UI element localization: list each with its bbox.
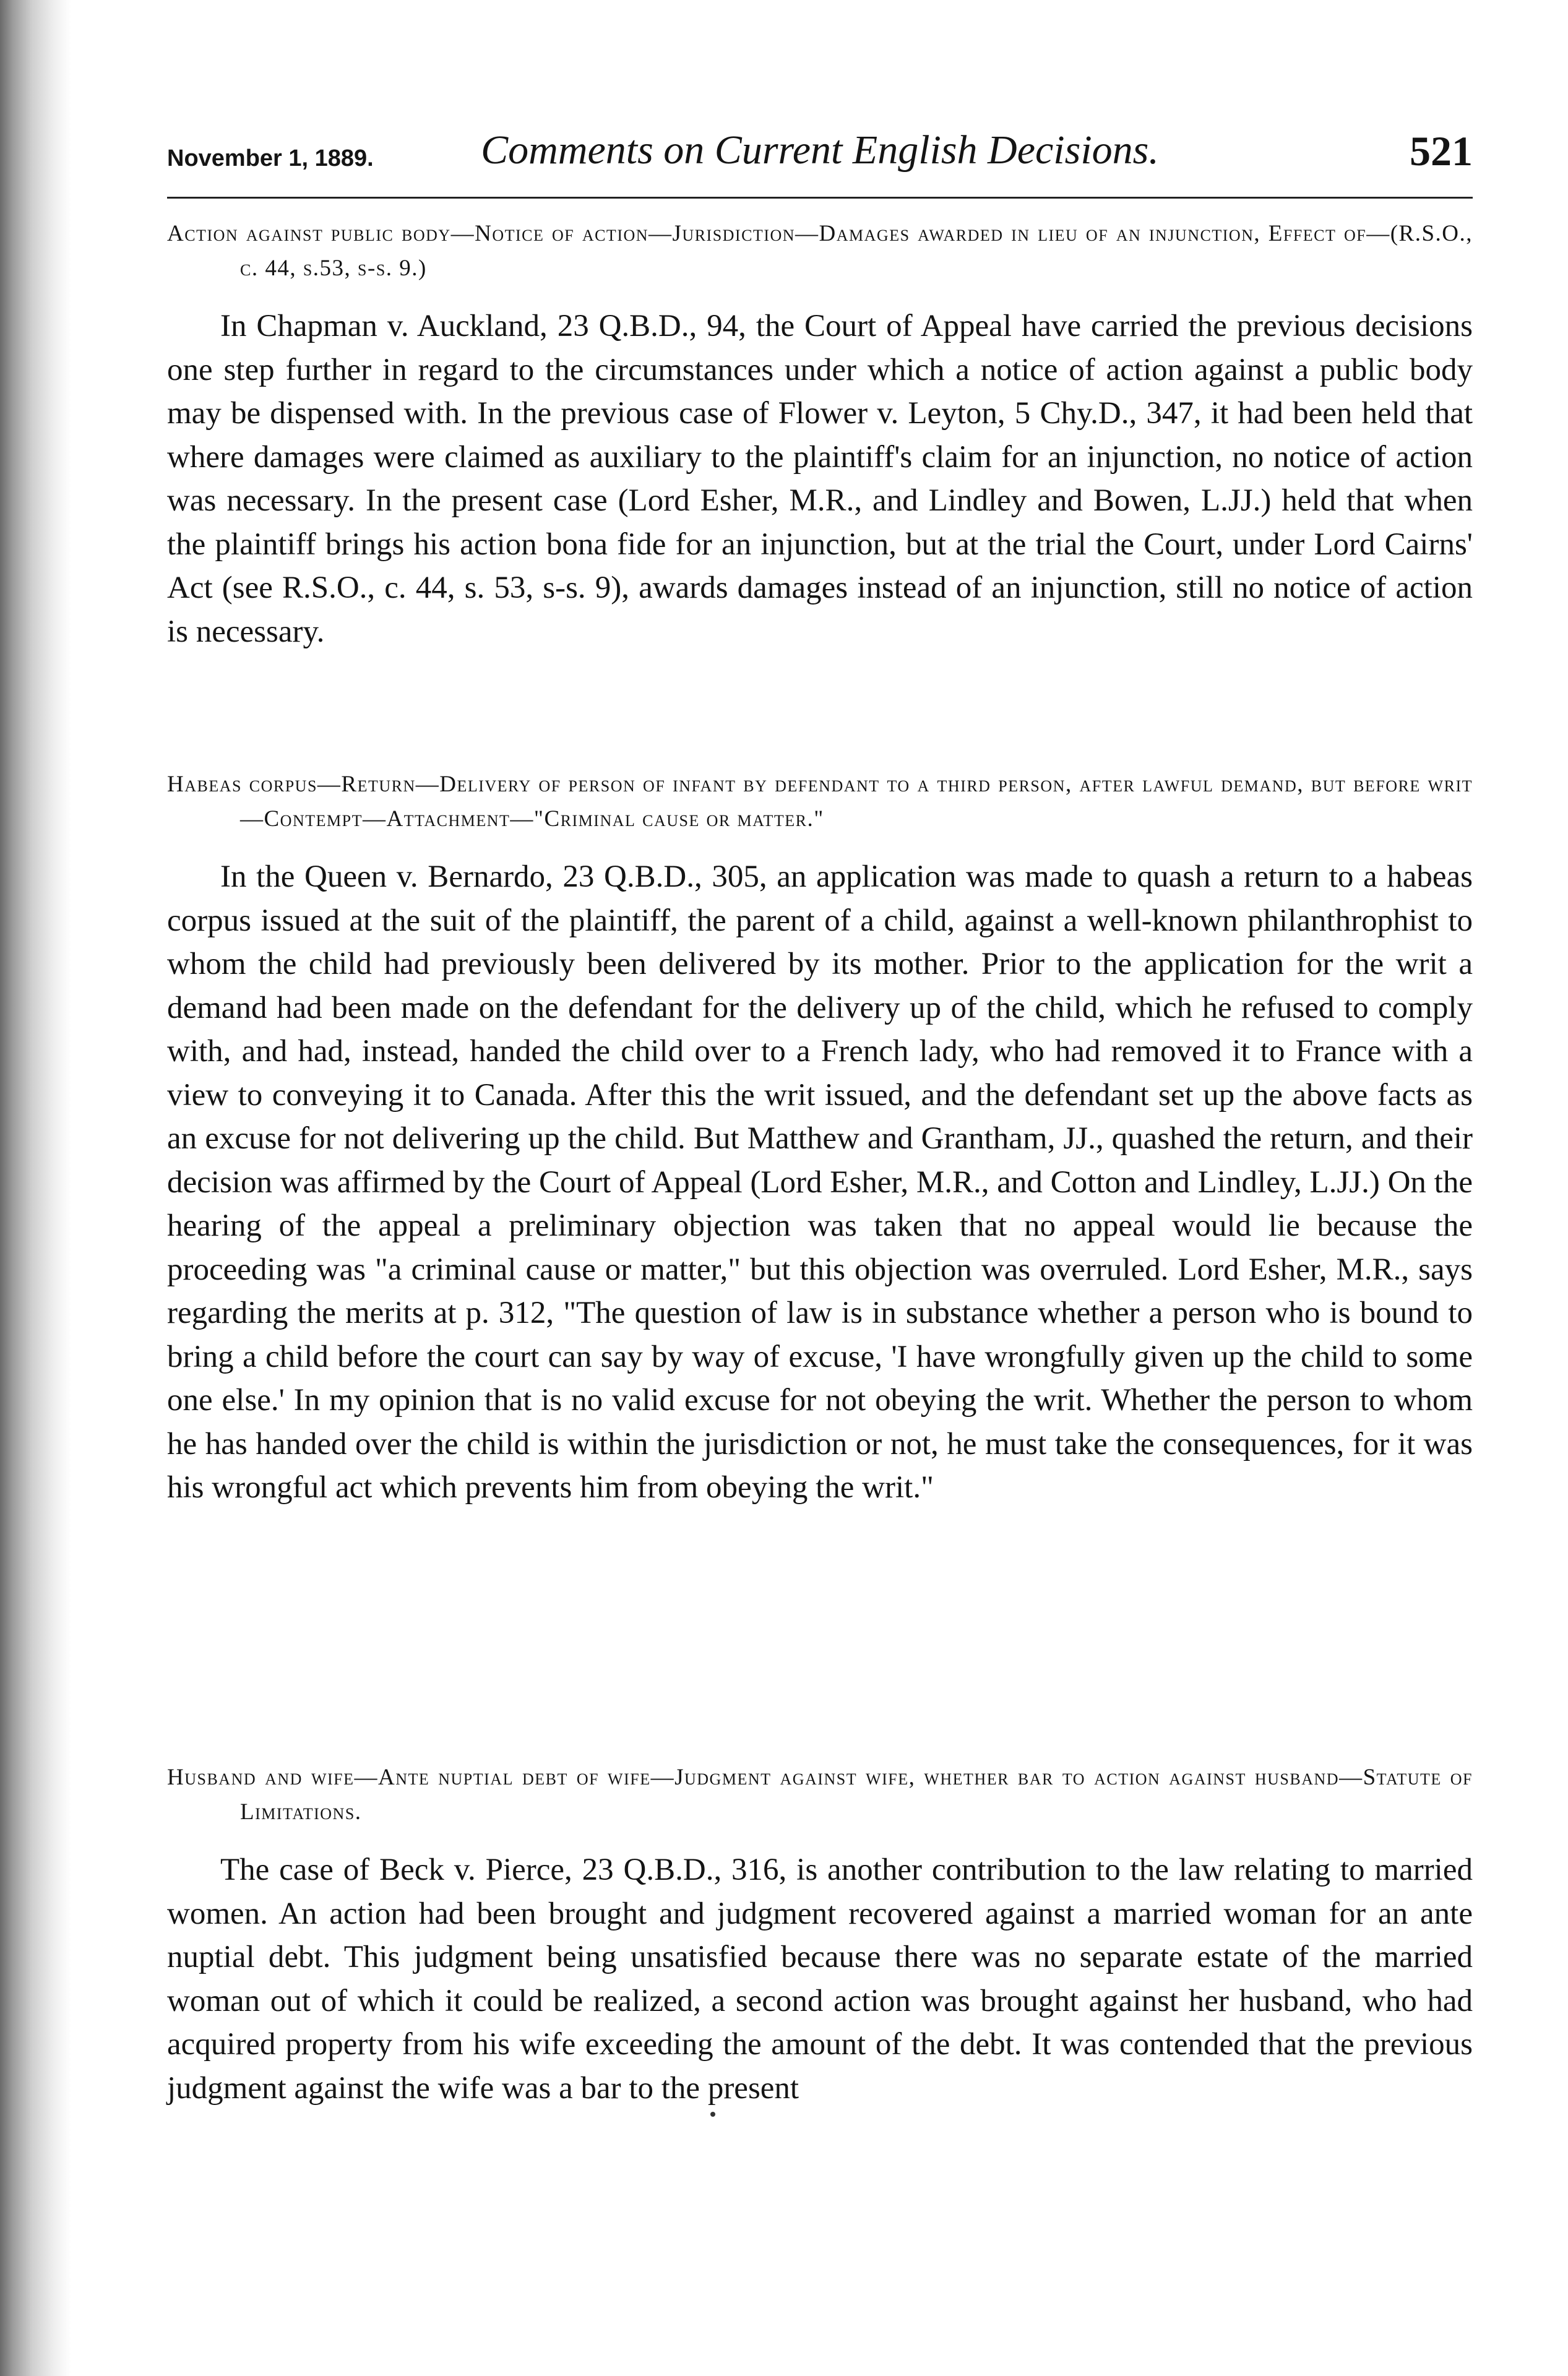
section-public-body — [167, 217, 1473, 653]
section-headnote: Action against public body—Notice of action—Jurisdiction—Damages awarded in lieu of an injunction, Effect of—(R.S.O., c. 44, s.53, s-s. 9.) — [167, 221, 1473, 281]
page-number: 521 — [1410, 127, 1473, 174]
book-binding-shadow — [0, 0, 71, 2376]
section-body: In the Queen v. Bernardo, 23 Q.B.D., 305, an application was made to quash a return to a habeas corpus issued at the suit of the plaintiff, the parent of a child, against a well-known philanthrophist to whom the child had previously been delivered by its mother. Prior to the application for the writ a demand had been made on the defendant for the delivery up of the child, which he refused to comply with, and had, instead, handed the child over to a French lady, who had removed it to France with a view to conveying it to Canada. After this the writ issued, and the defendant set up the above facts as an excuse for not delivering up the child. But Matthew and Grantham, JJ., quashed the return, and their decision was affirmed by the Court of Appeal (Lord Esher, M.R., and Cotton and Lindley, L.JJ.) On the hearing of the appeal a preliminary objection was taken that no appeal would lie because the proceeding was "a criminal cause or matter," but this objection was overruled. Lord Esher, M.R., says regarding the merits at p. 312, "The question of law is in substance whether a person who is bound to bring a child before the court can say by way of excuse, 'I have wrongfully given up the child to some one else.' In my opinion that is no valid excuse for not obeying the writ. Whether the person to whom he has handed over the child is within the jurisdiction or not, he must take the consequences, for it was his wrongful act which prevents him from obeying the writ." — [167, 859, 1473, 1505]
section-body: The case of Beck v. Pierce, 23 Q.B.D., 316, is another contribution to the law relating to married women. An action had been brought and judgment recovered against a married woman for an ante nuptial debt. This judgment being unsatisfied because there was no separate estate of the married woman out of which it could be realized, a second action was brought against her husband, who had acquired property from his wife exceeding the amount of the debt. It was contended that the previous judgment against the wife was a bar to the present — [167, 1853, 1473, 2106]
section-headnote: Husband and wife—Ante nuptial debt of wife—Judgment against wife, whether bar to action against husband—Statute of Limitations. — [167, 1765, 1473, 1825]
header-date: November 1, 1889. — [167, 145, 374, 171]
header-rule — [167, 197, 1473, 199]
header-title: Comments on Current English Decisions. — [481, 127, 1159, 173]
section-body: In Chapman v. Auckland, 23 Q.B.D., 94, the Court of Appeal have carried the previous decisions one step further in regard to the circumstances under which a notice of action against a public body may be dispensed with. In the previous case of Flower v. Leyton, 5 Chy.D., 347, it had been held that where damages were claimed as auxiliary to the plaintiff's claim for an injunction, no notice of action was necessary. In the present case (Lord Esher, M.R., and Lindley and Bowen, L.JJ.) held that when the plaintiff brings his action bona fide for an injunction, but at the trial the Court, under Lord Cairns' Act (see R.S.O., c. 44, s. 53, s-s. 9), awards damages instead of an injunction, still no notice of action is necessary. — [167, 309, 1473, 649]
section-headnote: Habeas corpus—Return—Delivery of person of infant by defendant to a third person, after lawful demand, but before writ—Contempt—Attachment—"Criminal cause or matter." — [167, 772, 1473, 832]
section-husband-and-wife — [167, 1760, 1473, 2110]
ink-speck — [710, 2112, 715, 2117]
running-head — [167, 124, 1473, 192]
section-habeas-corpus — [167, 767, 1473, 1510]
